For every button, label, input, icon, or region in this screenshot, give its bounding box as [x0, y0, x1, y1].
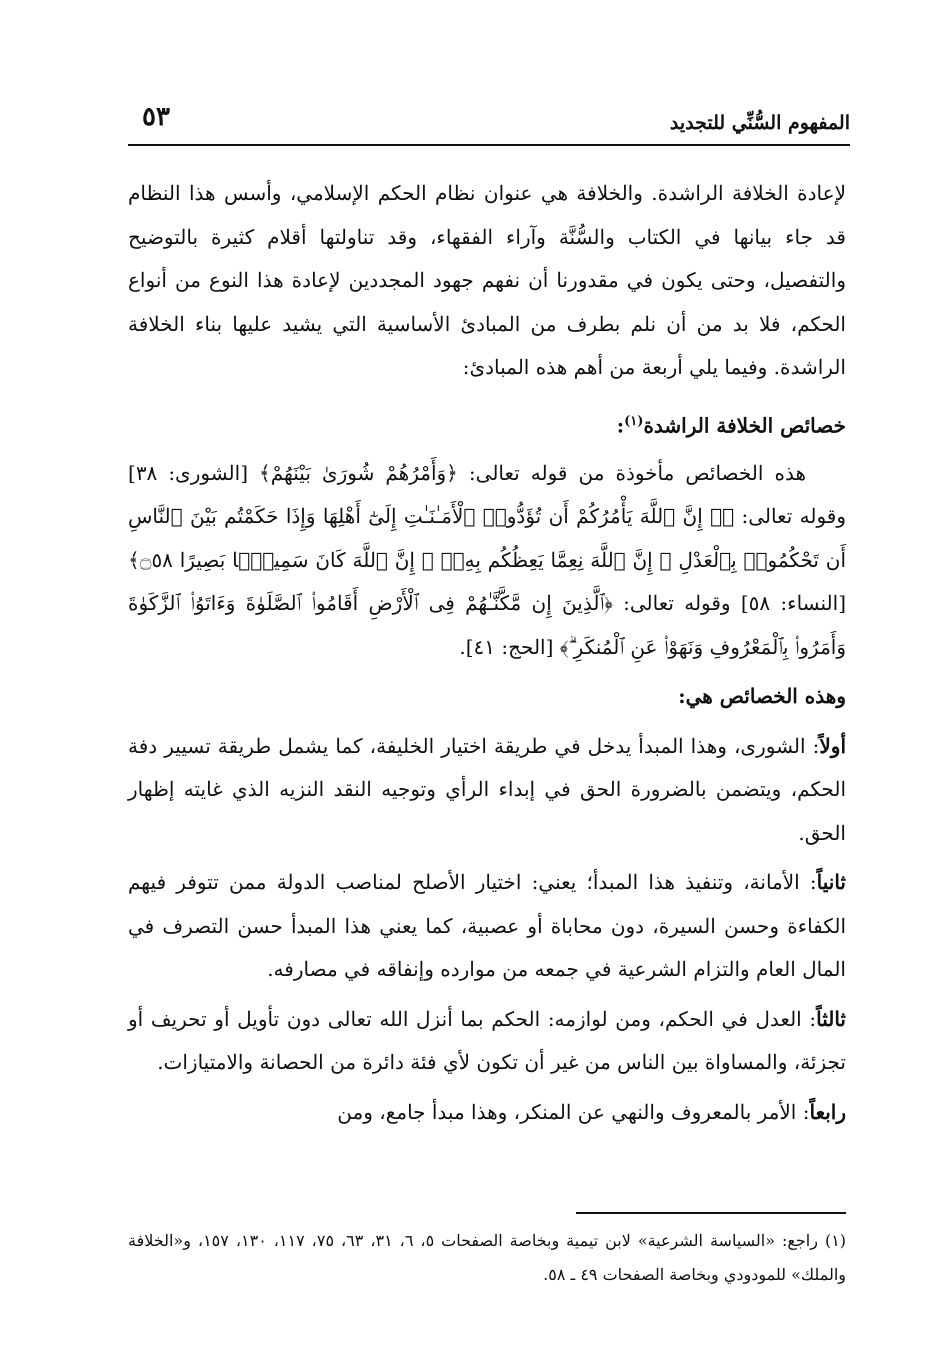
- principle-fourth-text: : الأمر بالمعروف والنهي عن المنكر، وهذا مبدأ جامع، ومن: [337, 1099, 810, 1124]
- principle-fourth: [128, 1091, 846, 1135]
- main-text: [128, 172, 846, 1140]
- principle-first-label: أولاً: [819, 733, 846, 758]
- footnote: (١) راجع: «السياسة الشرعية» لابن تيمية وبخاصة الصفحات ٥، ٦، ٣١، ٦٣، ٧٥، ١١٧، ١٣٠، ١٥٧، و«الخلافة والملك» للمودودي وبخاصة الصفحات ٤٩ ـ ٥٨.: [128, 1231, 847, 1284]
- principle-third: [128, 998, 846, 1085]
- list-intro: وهذه الخصائص هي:: [678, 684, 846, 709]
- principle-second-label: ثانياً: [816, 870, 846, 895]
- section-heading-text: خصائص الخلافة الراشدة: [643, 413, 846, 438]
- quran-paragraph: هذه الخصائص مأخوذة من قوله تعالى: ﴿وَأَمْرُهُمْ شُورَىٰ بَيْنَهُمْ﴾ [الشورى: ٣٨] وقوله تعالى: ﴿۞ إِنَّ ٱللَّهَ يَأْمُرُكُمْ أَن تُؤَدُّوا۟ ٱلْأَمَـٰنَـٰتِ إِلَىٰٓ أَهْلِهَا وَإِذَا حَكَمْتُم بَيْنَ ٱلنَّاسِ أَن تَحْكُمُوا۟ بِٱلْعَدْلِ ۚ إِنَّ ٱللَّهَ نِعِمَّا يَعِظُكُم بِهِۦٓ ۗ إِنَّ ٱللَّهَ كَانَ سَمِيعًۢا بَصِيرًا ۝٥٨﴾ [النساء: ٥٨] وقوله تعالى: ﴿ٱلَّذِينَ إِن مَّكَّنَّـٰهُمْ فِى ٱلْأَرْضِ أَقَامُوا۟ ٱلصَّلَوٰةَ وَءَاتَوُا۟ ٱلزَّكَوٰةَ وَأَمَرُوا۟ بِٱلْمَعْرُوفِ وَنَهَوْا۟ عَنِ ٱلْمُنكَرِ ۗ﴾ [الحج: ٤١].: [128, 460, 846, 659]
- running-title: المفهوم السُّنِّي للتجديد: [669, 112, 850, 134]
- principle-second-text: : الأمانة، وتنفيذ هذا المبدأ؛ يعني: اختيار الأصلح لمناصب الدولة ممن تتوفر فيهم الكفاءة وحسن السيرة، دون محاباة أو عصبية، كما يعني هذا المبدأ حسن التصرف في المال العام والتزام الشرعية في جمعه من موارده وإنفاقه في مصارفه.: [128, 870, 846, 982]
- page-number: ٥٣: [142, 102, 170, 132]
- principle-first: [128, 725, 846, 856]
- header-rule: [128, 144, 850, 146]
- principle-second: [128, 861, 846, 992]
- principle-fourth-label: رابعاً: [809, 1099, 846, 1124]
- principle-first-text: : الشورى، وهذا المبدأ يدخل في طريقة اختيار الخليفة، كما يشمل طريقة تسيير دفة الحكم، ويتضمن بالضرورة الحق في إبداء الرأي وتوجيه النقد النزيه الذي غايته إظهار الحق.: [128, 733, 846, 845]
- principle-third-text: : العدل في الحكم، ومن لوازمه: الحكم بما أنزل الله تعالى دون تأويل أو تحريف أو تجزئة، والمساواة بين الناس من غير أن تكون لأي فئة دائرة من الحصانة والامتيازات.: [128, 1006, 846, 1075]
- page-header: [128, 100, 850, 140]
- footnote-rule: [576, 1212, 846, 1214]
- intro-paragraph: لإعادة الخلافة الراشدة. والخلافة هي عنوان نظام الحكم الإسلامي، وأسس هذا النظام قد جاء بيانها في الكتاب والسُّنَّة وآراء الفقهاء، وقد تناولتها أقلام كثيرة بالتوضيح والتفصيل، وحتى يكون في مقدورنا أن نفهم جهود المجددين لإعادة هذا النوع من أنواع الحكم، فلا بد من أن نلم بطرف من المبادئ الأساسية التي يشيد عليها بناء الخلافة الراشدة. وفيما يلي أربعة من أهم هذه المبادئ:: [128, 181, 846, 379]
- footnote-reference: (١): [624, 413, 644, 429]
- section-heading-colon: :: [616, 413, 625, 438]
- section-heading: [128, 400, 846, 448]
- principle-third-label: ثالثاً: [816, 1006, 846, 1031]
